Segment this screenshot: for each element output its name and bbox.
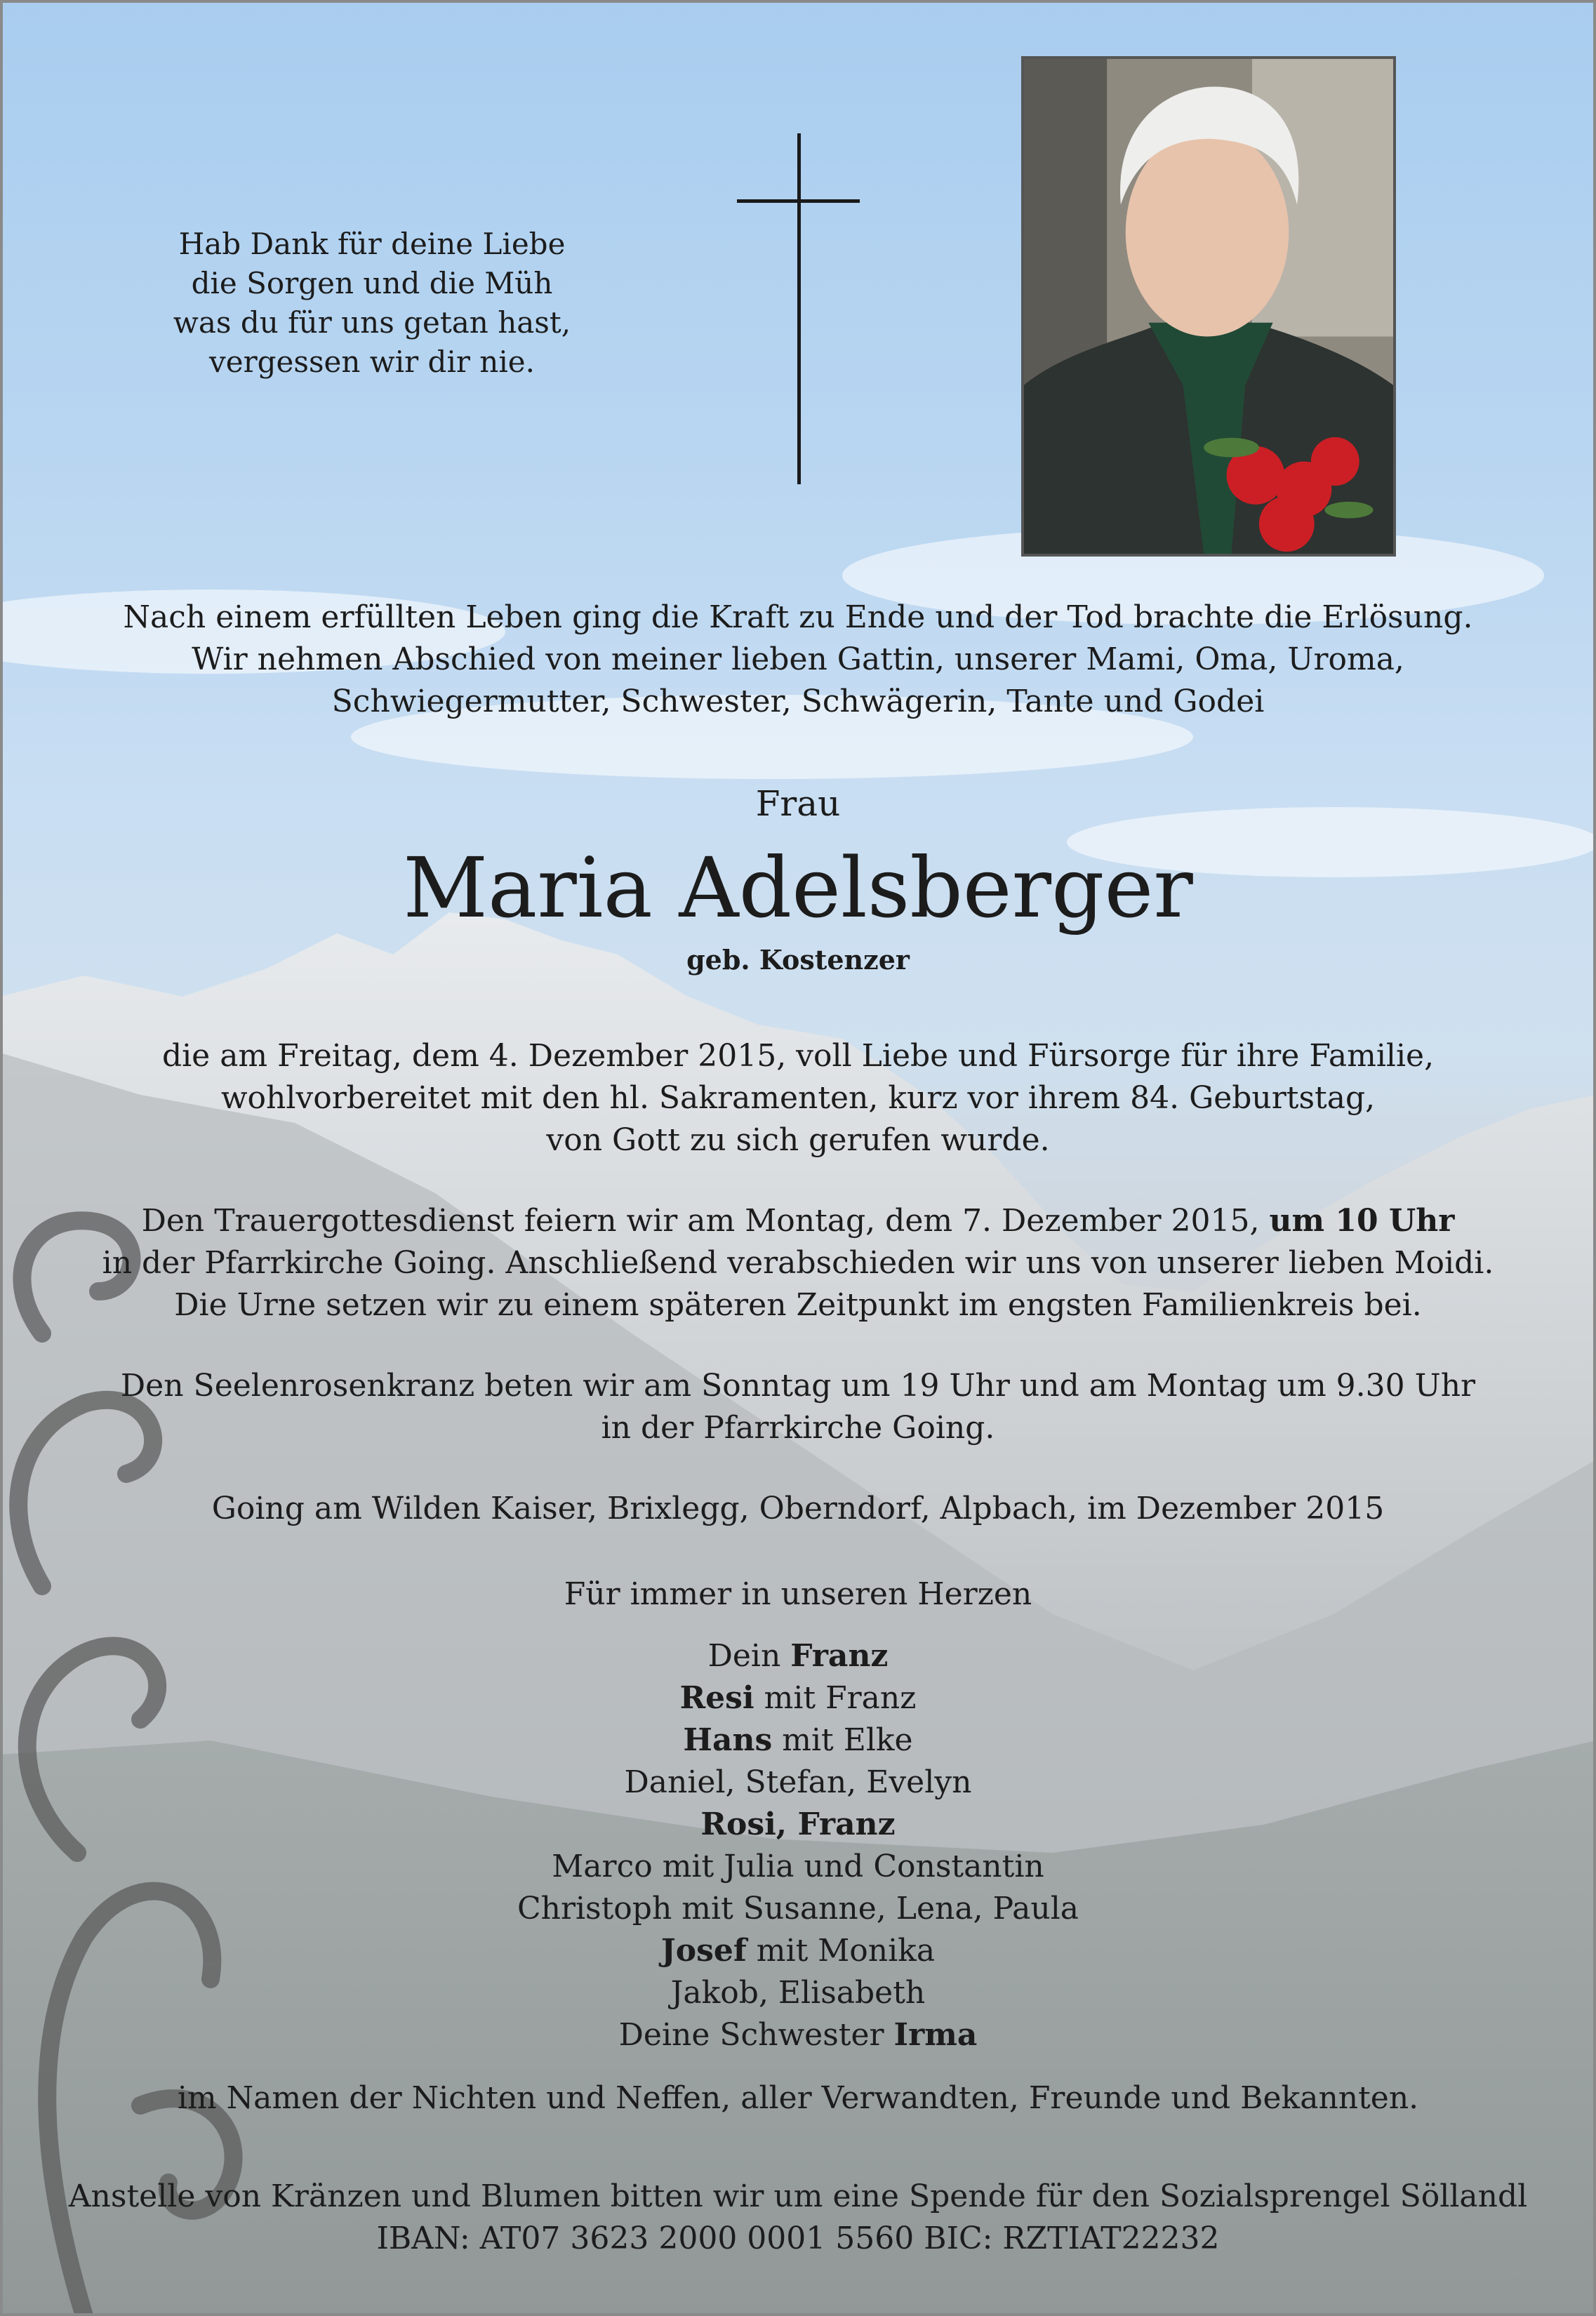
verse-line: die Sorgen und die Müh [191,266,553,300]
donation-line: Anstelle von Kränzen und Blumen bitten wir um eine Spende für den Sozialsprengel Söllandl [68,2178,1528,2214]
notice-line: wohlvorbereitet mit den hl. Sakramenten, kurz vor ihrem 84. Geburtstag, [220,1080,1376,1116]
service-line: in der Pfarrkirche Going. Anschließend verabschieden wir uns von unserer lieben Moidi. [102,1245,1494,1281]
cross-icon [737,133,863,484]
family-member [0,2014,1596,2056]
forever-line: Für immer in unseren Herzen [564,1576,1032,1612]
family-member [0,1846,1596,1888]
family-text: Deine Schwester [618,2017,894,2053]
family-text: mit Franz [754,1680,917,1716]
rosary-line: in der Pfarrkirche Going. [601,1410,995,1446]
family-member [0,1972,1596,2014]
family-member [0,1930,1596,1972]
intro-line: Nach einem erfüllten Leben ging die Kraft zu Ende und der Tod brachte die Erlösung. [123,599,1473,635]
death-notice [0,1035,1596,1162]
family-member [0,1804,1596,1846]
rosary-notice [0,1365,1596,1449]
bank-details: IBAN: AT07 3623 2000 0001 5560 BIC: RZTIAT22232 [376,2221,1220,2256]
verse-line: was du für uns getan hast, [173,305,571,340]
family-text: Dein [707,1638,791,1674]
place-date: Going am Wilden Kaiser, Brixlegg, Oberndorf, Alpbach, im Dezember 2015 [211,1491,1385,1526]
family-name-bold: Hans [683,1722,773,1758]
service-time: um 10 Uhr [1269,1203,1455,1239]
family-list [0,1635,1596,2056]
relatives-line: im Namen der Nichten und Neffen, aller Verwandten, Freunde und Bekannten. [177,2080,1419,2116]
verse-line: vergessen wir dir nie. [208,345,535,379]
intro-line: Wir nehmen Abschied von meiner lieben Gattin, unserer Mami, Oma, Uroma, [192,641,1404,677]
notice-line: die am Freitag, dem 4. Dezember 2015, voll Liebe und Fürsorge für ihre Familie, [161,1038,1435,1074]
family-text: Daniel, Stefan, Evelyn [624,1764,972,1800]
notice-line: von Gott zu sich gerufen wurde. [546,1122,1050,1158]
portrait-photo [1021,56,1396,557]
family-name-bold: Rosi, Franz [700,1806,896,1842]
family-name-bold: Irma [893,2017,978,2053]
family-name-bold: Franz [790,1638,889,1674]
family-text: Jakob, Elisabeth [670,1975,926,2011]
honorific: Frau [755,783,841,824]
family-member [0,1888,1596,1930]
deceased-name: Maria Adelsberger [403,839,1193,936]
family-text: Christoph mit Susanne, Lena, Paula [517,1891,1079,1926]
family-member [0,1677,1596,1719]
intro-text [0,597,1596,723]
family-text: Marco mit Julia und Constantin [552,1849,1044,1884]
maiden-name: geb. Kostenzer [686,944,910,976]
family-text: mit Elke [772,1722,913,1758]
service-line [0,1200,1596,1242]
family-member [0,1719,1596,1762]
donation-note [0,2176,1596,2260]
family-member [0,1635,1596,1677]
service-line: Die Urne setzen wir zu einem späteren Zeitpunkt im engsten Familienkreis bei. [174,1287,1422,1323]
family-member [0,1762,1596,1804]
memorial-verse [161,225,583,382]
funeral-service [0,1200,1596,1326]
intro-line: Schwiegermutter, Schwester, Schwägerin, Tante und Godei [331,684,1265,719]
verse-line: Hab Dank für deine Liebe [178,227,566,261]
service-date: Den Trauergottesdienst feiern wir am Montag, dem 7. Dezember 2015, [141,1203,1270,1239]
family-name-bold: Resi [679,1680,754,1716]
family-name-bold: Josef [660,1933,747,1969]
rosary-line: Den Seelenrosenkranz beten wir am Sonntag um 19 Uhr und am Montag um 9.30 Uhr [120,1368,1476,1404]
family-text: mit Monika [746,1933,936,1969]
